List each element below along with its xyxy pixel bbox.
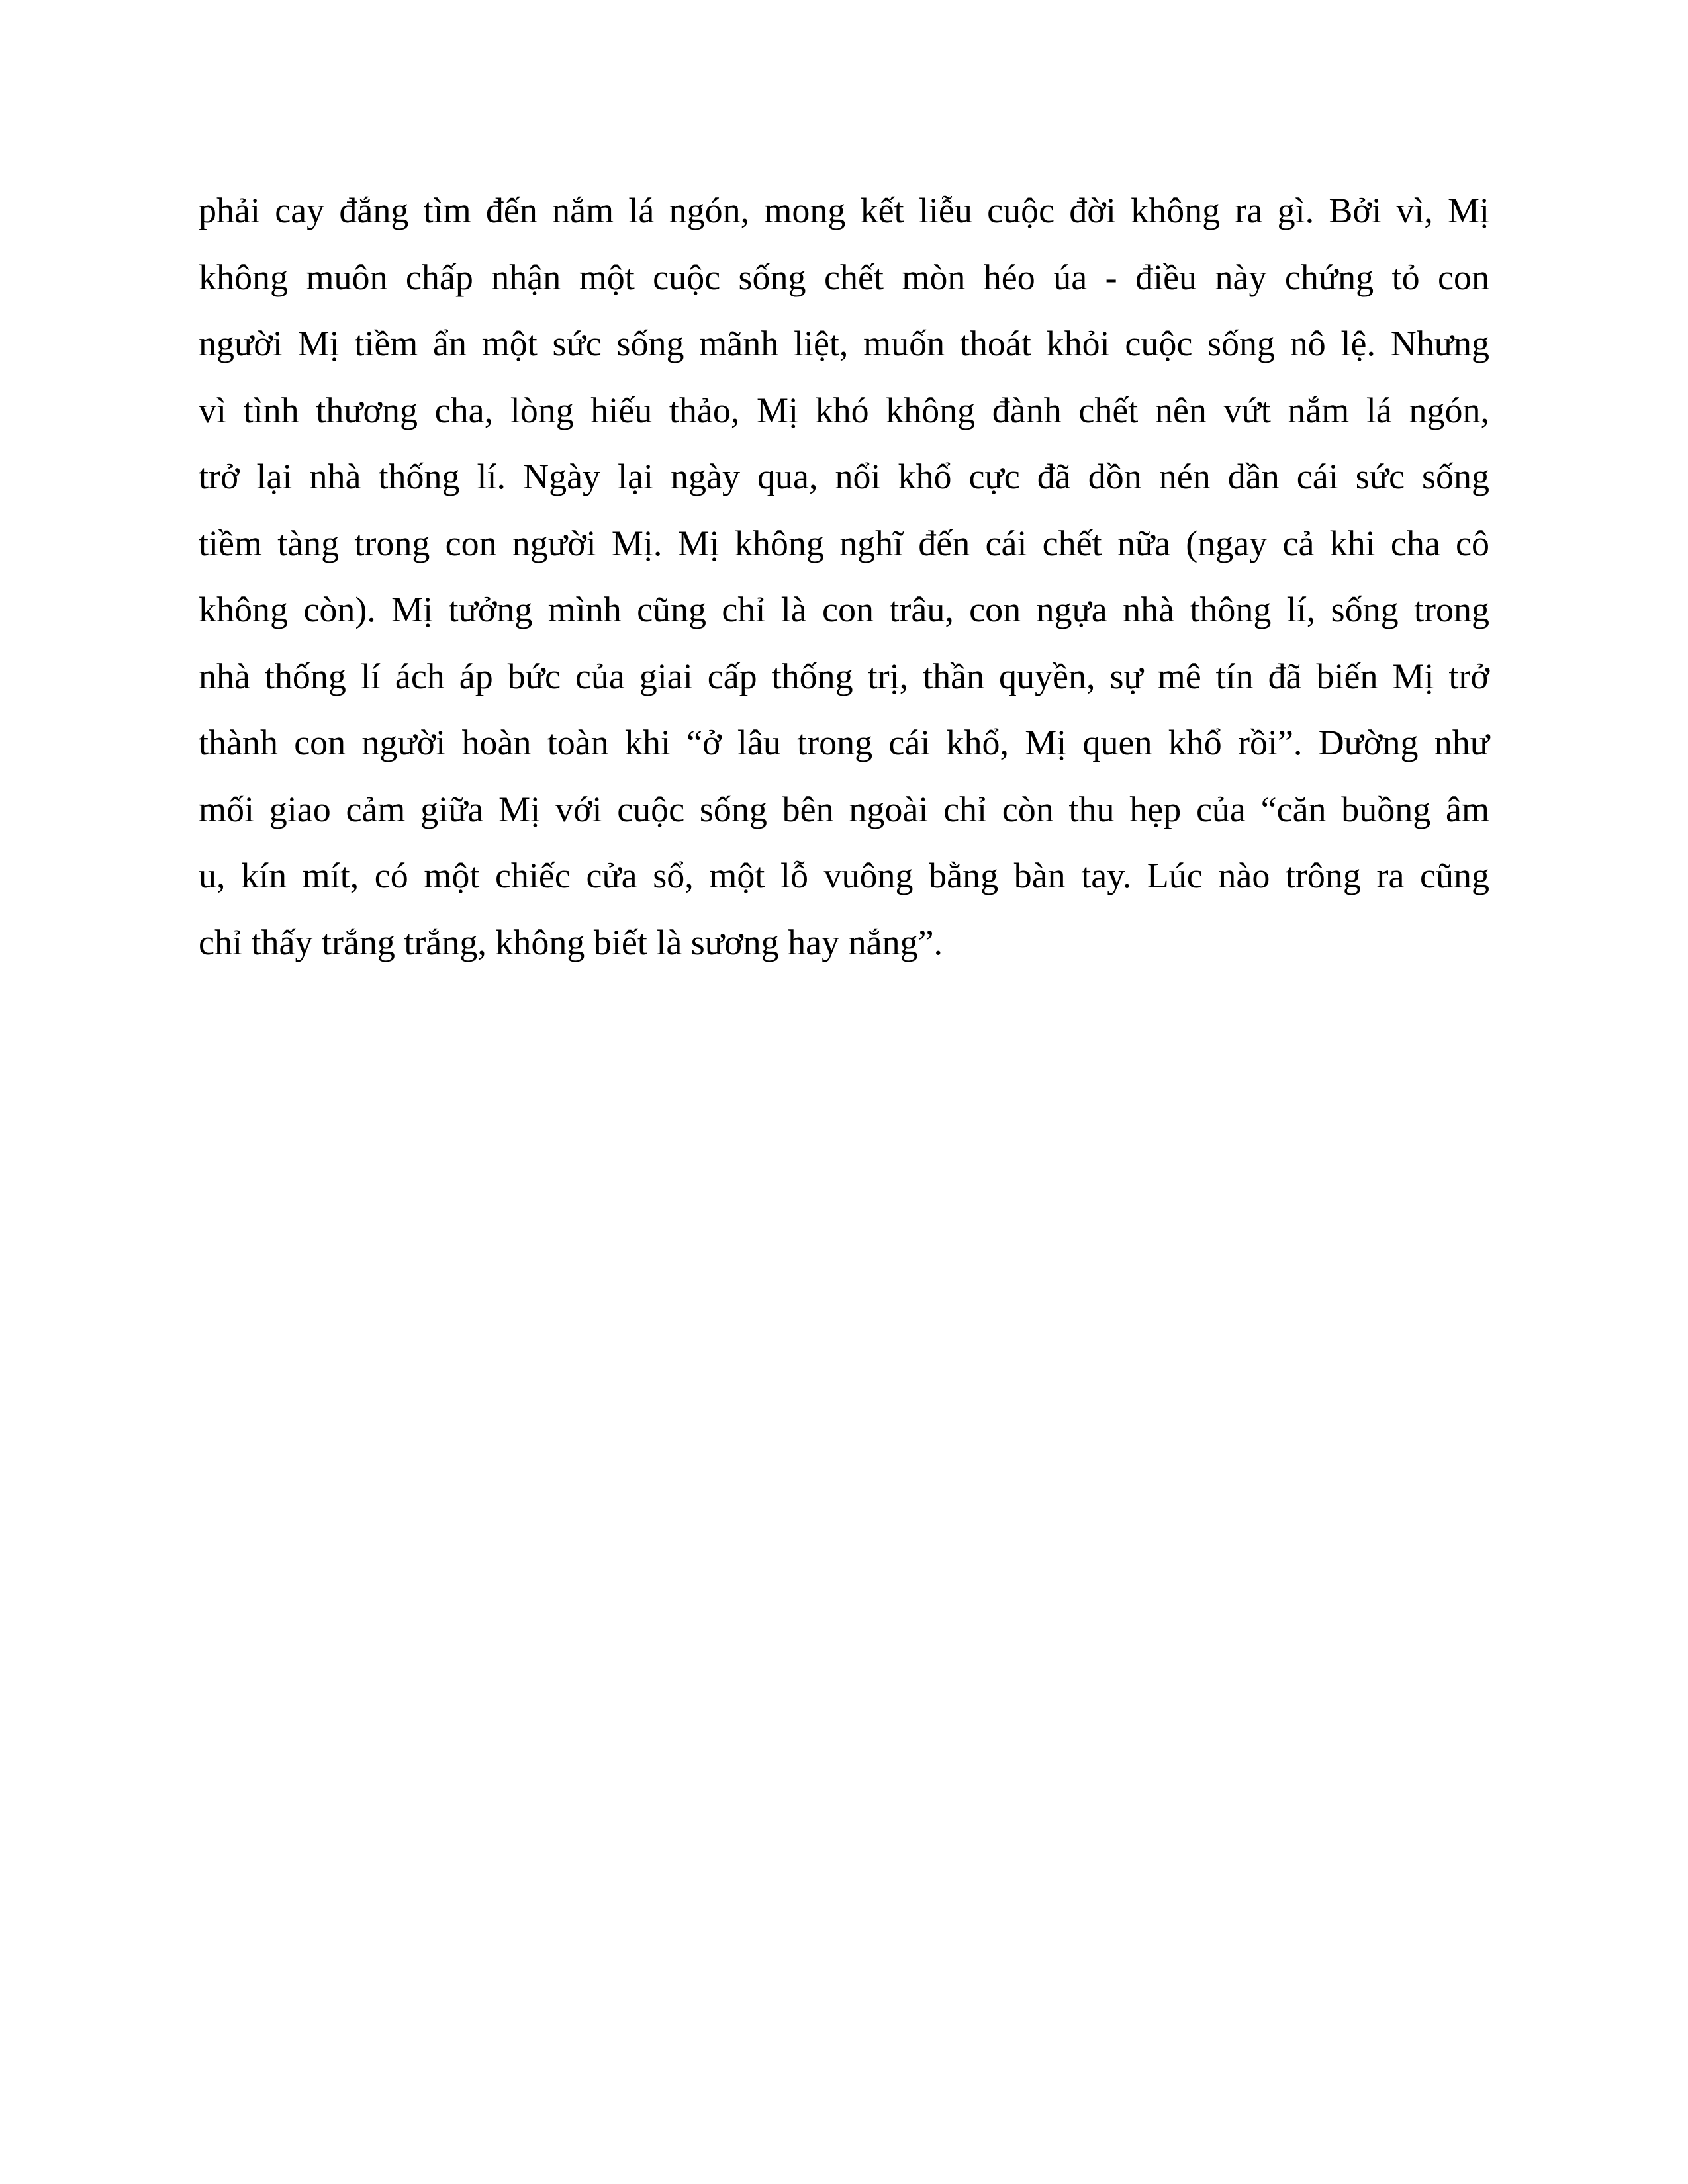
paragraph-line: phải cay đắng tìm đến nắm lá ngón, mong kết liễu cuộc đời không ra gì. Bởi vì, Mị xyxy=(199,191,1489,230)
paragraph-line-last: chỉ thấy trắng trắng, không biết là sương hay nắng”. xyxy=(199,922,943,962)
paragraph-line: không còn). Mị tưởng mình cũng chỉ là con trâu, con ngựa nhà thông lí, sống trong xyxy=(199,590,1489,629)
paragraph-line: không muôn chấp nhận một cuộc sống chết mòn héo úa - điều này chứng tỏ con xyxy=(199,257,1489,297)
paragraph-line: thành con người hoàn toàn khi “ở lâu trong cái khổ, Mị quen khổ rồi”. Dường như xyxy=(199,723,1489,762)
paragraph-line: trở lại nhà thống lí. Ngày lại ngày qua, nổi khổ cực đã dồn nén dần cái sức sống xyxy=(199,457,1489,496)
body-paragraph xyxy=(199,177,1489,976)
paragraph-line: vì tình thương cha, lòng hiếu thảo, Mị khó không đành chết nên vứt nắm lá ngón, xyxy=(199,390,1489,430)
paragraph-line: người Mị tiềm ẩn một sức sống mãnh liệt, muốn thoát khỏi cuộc sống nô lệ. Nhưng xyxy=(199,324,1489,363)
paragraph-line: nhà thống lí ách áp bức của giai cấp thống trị, thần quyền, sự mê tín đã biến Mị trở xyxy=(199,656,1489,696)
paragraph-line: u, kín mít, có một chiếc cửa sổ, một lỗ vuông bằng bàn tay. Lúc nào trông ra cũng xyxy=(199,856,1489,895)
paragraph-line: mối giao cảm giữa Mị với cuộc sống bên ngoài chỉ còn thu hẹp của “căn buồng âm xyxy=(199,789,1489,829)
paragraph-line: tiềm tàng trong con người Mị. Mị không nghĩ đến cái chết nữa (ngay cả khi cha cô xyxy=(199,523,1489,563)
